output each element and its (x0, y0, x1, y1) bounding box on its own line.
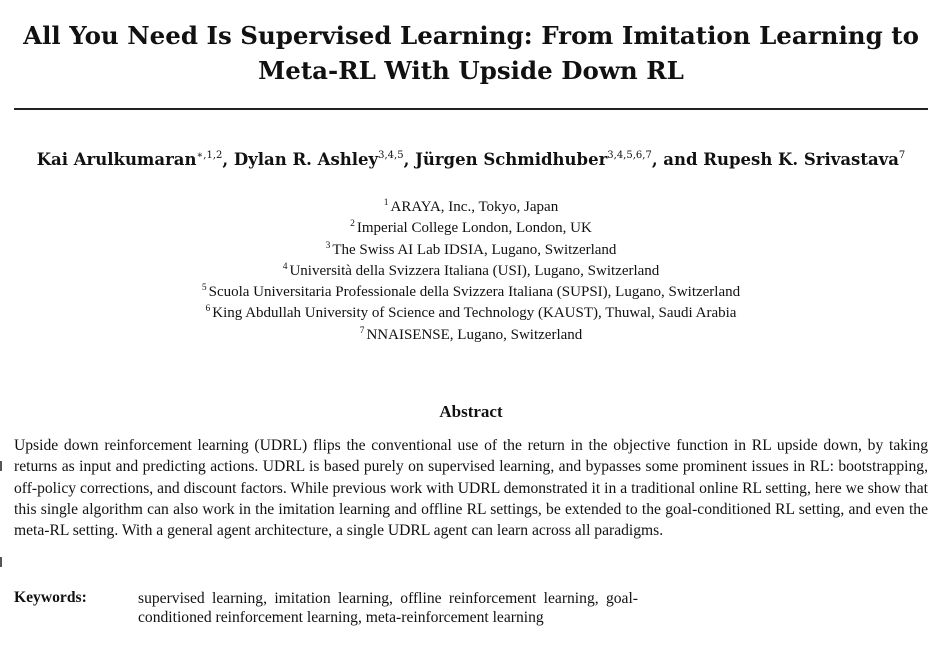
affiliation-list (0, 197, 942, 346)
affiliation-number: 4 (282, 261, 288, 272)
affiliation-text: Imperial College London, London, UK (356, 220, 592, 237)
affiliation-text: Università della Svizzera Italiana (USI), Lugano, Switzerland (289, 262, 660, 279)
affiliation-item (0, 197, 942, 218)
affiliation-item (0, 325, 942, 346)
author-separator: , (403, 150, 416, 169)
title-line-2: Meta-RL With Upside Down RL (258, 56, 684, 85)
margin-mark (0, 557, 2, 567)
affiliation-number: 6 (205, 304, 211, 315)
title-rule (14, 108, 928, 110)
author-affil-marks: 3,4,5,6,7 (607, 150, 652, 161)
margin-mark (0, 461, 2, 471)
affiliation-number: 2 (350, 219, 355, 230)
affiliation-number: 5 (201, 283, 207, 294)
title-line-1: All You Need Is Supervised Learning: From Imitation Learning to (23, 21, 919, 50)
affiliation-text: King Abdullah University of Science and Technology (KAUST), Thuwal, Saudi Arabia (212, 305, 737, 322)
author-separator: , (222, 150, 234, 169)
author-affil-marks: 3,4,5 (378, 150, 404, 161)
keywords-label: Keywords: (14, 589, 87, 606)
author-separator: , and (651, 150, 704, 169)
affiliation-text: Scuola Universitaria Professionale della Svizzera Italiana (SUPSI), Lugano, Switzerland (208, 284, 741, 301)
author-affil-marks: 7 (898, 150, 906, 161)
author-name: Dylan R. Ashley (233, 150, 379, 169)
affiliation-item (0, 261, 942, 282)
affiliation-item (0, 303, 942, 324)
affiliation-number: 7 (359, 325, 365, 336)
keywords-text: supervised learning, imitation learning, offline reinforcement learning, goal-conditioned reinforcement learning, meta-reinforcement learning (138, 590, 638, 626)
author-name: Kai Arulkumaran (36, 150, 197, 169)
affiliation-text: The Swiss AI Lab IDSIA, Lugano, Switzerland (332, 241, 617, 258)
affiliation-text: NNAISENSE, Lugano, Switzerland (366, 326, 583, 343)
author-name: Jürgen Schmidhuber (415, 150, 608, 169)
author-name: Rupesh K. Srivastava (703, 150, 899, 169)
author-list (0, 150, 942, 169)
author-affil-marks: ∗,1,2 (196, 150, 223, 161)
paper-title (0, 18, 942, 88)
affiliation-item (0, 240, 942, 261)
affiliation-number: 3 (325, 240, 331, 251)
affiliation-item (0, 218, 942, 239)
abstract-text: Upside down reinforcement learning (UDRL) flips the conventional use of the return in the objective function in RL upside down, by taking returns as input and predicting actions. UDRL is based purely on supervised learning, and bypasses some prominent issues in RL: bootstrapping, off-policy corrections, and discount factors. While previous work with UDRL demonstrated it in a traditional online RL setting, here we show that this single algorithm can also work in the imitation learning and offline RL settings, be extended to the goal-conditioned RL setting, and even the meta-RL setting. With a general agent architecture, a single UDRL agent can learn across all paradigms. (14, 437, 928, 540)
affiliation-text: ARAYA, Inc., Tokyo, Japan (390, 199, 559, 215)
abstract-heading: Abstract (439, 402, 503, 421)
affiliation-number: 1 (383, 198, 389, 208)
affiliation-item (0, 282, 942, 303)
